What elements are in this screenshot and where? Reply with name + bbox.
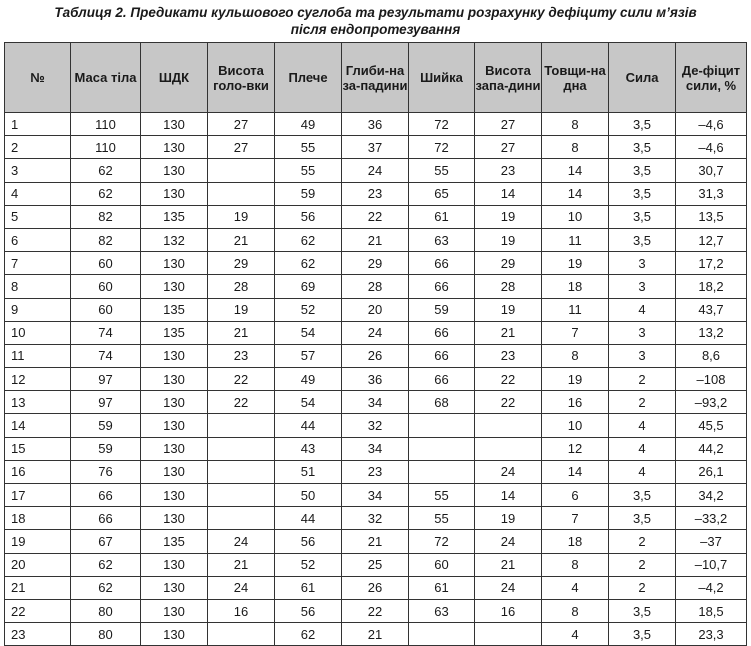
table-cell: 36 — [342, 113, 409, 136]
table-cell: 23 — [342, 182, 409, 205]
table-cell: 19 — [542, 368, 609, 391]
table-cell: 61 — [409, 576, 475, 599]
table-cell: 3,5 — [609, 136, 676, 159]
table-cell: –37 — [676, 530, 747, 553]
table-cell: 18,5 — [676, 599, 747, 622]
table-row — [5, 414, 747, 437]
table-cell: 44 — [275, 507, 342, 530]
table-row — [5, 205, 747, 228]
table-cell: 9 — [5, 298, 71, 321]
table-cell: 22 — [5, 599, 71, 622]
column-header: Плече — [275, 43, 342, 113]
table-cell: 130 — [141, 553, 208, 576]
table-cell: 66 — [71, 484, 141, 507]
table-cell: 55 — [275, 136, 342, 159]
table-cell: 61 — [409, 205, 475, 228]
table-cell: 3,5 — [609, 159, 676, 182]
table-row — [5, 252, 747, 275]
column-header: Товщи-на дна — [542, 43, 609, 113]
table-row — [5, 344, 747, 367]
table-cell: 63 — [409, 228, 475, 251]
table-cell: 19 — [208, 205, 275, 228]
table-cell: 52 — [275, 553, 342, 576]
table-cell: 30,7 — [676, 159, 747, 182]
table-cell: 60 — [71, 275, 141, 298]
table-cell: 23 — [475, 159, 542, 182]
table-cell: 50 — [275, 484, 342, 507]
table-cell: 7 — [5, 252, 71, 275]
table-cell: 4 — [609, 298, 676, 321]
table-cell: 24 — [208, 576, 275, 599]
table-cell: 4 — [542, 576, 609, 599]
table-cell: 43,7 — [676, 298, 747, 321]
table-cell: 66 — [409, 368, 475, 391]
table-cell: 60 — [71, 252, 141, 275]
table-cell: 130 — [141, 275, 208, 298]
table-cell — [409, 414, 475, 437]
table-cell: 21 — [208, 228, 275, 251]
table-cell: 24 — [342, 159, 409, 182]
table-cell: 3 — [609, 275, 676, 298]
table-cell: 20 — [5, 553, 71, 576]
table-cell: 3 — [609, 344, 676, 367]
table-cell: 66 — [409, 252, 475, 275]
table-cell: 34 — [342, 437, 409, 460]
table-cell: 55 — [409, 159, 475, 182]
table-cell: 26,1 — [676, 460, 747, 483]
table-cell: 57 — [275, 344, 342, 367]
table-row — [5, 484, 747, 507]
table-cell: 2 — [609, 391, 676, 414]
table-cell: 49 — [275, 113, 342, 136]
table-cell: 26 — [342, 344, 409, 367]
table-cell: 130 — [141, 113, 208, 136]
table-cell: 44 — [275, 414, 342, 437]
table-cell: 61 — [275, 576, 342, 599]
table-cell: 13 — [5, 391, 71, 414]
table-cell — [208, 182, 275, 205]
table-cell: 16 — [542, 391, 609, 414]
table-cell: 34 — [342, 391, 409, 414]
table-cell: 11 — [5, 344, 71, 367]
table-cell: 27 — [208, 136, 275, 159]
table-cell: 59 — [71, 414, 141, 437]
table-cell: 130 — [141, 136, 208, 159]
table-header — [5, 43, 747, 113]
table-cell: 3 — [609, 252, 676, 275]
table-cell: 130 — [141, 344, 208, 367]
table-cell: 68 — [409, 391, 475, 414]
table-cell: 8,6 — [676, 344, 747, 367]
table-cell: 24 — [208, 530, 275, 553]
table-cell: 18 — [542, 275, 609, 298]
table-cell: 135 — [141, 298, 208, 321]
table-cell — [409, 437, 475, 460]
table-cell: 8 — [5, 275, 71, 298]
table-row — [5, 576, 747, 599]
table-cell: 22 — [475, 391, 542, 414]
table-cell: 18,2 — [676, 275, 747, 298]
table-cell: 56 — [275, 530, 342, 553]
table-cell: 36 — [342, 368, 409, 391]
table-cell — [475, 623, 542, 646]
table-cell: 97 — [71, 391, 141, 414]
table-cell: 74 — [71, 344, 141, 367]
table-cell: 10 — [542, 205, 609, 228]
table-row — [5, 391, 747, 414]
table-cell: 59 — [275, 182, 342, 205]
table-cell: 130 — [141, 507, 208, 530]
table-cell: 63 — [409, 599, 475, 622]
table-cell: 130 — [141, 576, 208, 599]
table-cell: 24 — [475, 460, 542, 483]
table-cell: 130 — [141, 623, 208, 646]
column-header: Де-фіцит сили, % — [676, 43, 747, 113]
table-cell: 10 — [542, 414, 609, 437]
table-cell: 22 — [208, 391, 275, 414]
table-cell: 54 — [275, 391, 342, 414]
table-cell: 67 — [71, 530, 141, 553]
table-cell: 19 — [475, 205, 542, 228]
table-cell: 19 — [542, 252, 609, 275]
table-cell: 72 — [409, 113, 475, 136]
data-table — [4, 42, 747, 646]
table-cell: 130 — [141, 599, 208, 622]
table-cell: 29 — [475, 252, 542, 275]
table-cell: 130 — [141, 437, 208, 460]
table-row — [5, 136, 747, 159]
table-cell: 72 — [409, 136, 475, 159]
table-cell: 17,2 — [676, 252, 747, 275]
table-cell: 23,3 — [676, 623, 747, 646]
table-cell: 55 — [275, 159, 342, 182]
table-cell: 14 — [475, 484, 542, 507]
table-cell: 60 — [71, 298, 141, 321]
table-row — [5, 507, 747, 530]
table-cell: 72 — [409, 530, 475, 553]
table-cell: 21 — [475, 553, 542, 576]
table-cell: 56 — [275, 599, 342, 622]
table-cell: 25 — [342, 553, 409, 576]
table-cell: 34 — [342, 484, 409, 507]
table-cell: 3,5 — [609, 113, 676, 136]
table-cell: 49 — [275, 368, 342, 391]
table-cell: 14 — [542, 182, 609, 205]
table-cell: 3,5 — [609, 599, 676, 622]
table-row — [5, 599, 747, 622]
table-cell: 82 — [71, 205, 141, 228]
table-cell: 7 — [542, 321, 609, 344]
table-cell: 19 — [208, 298, 275, 321]
table-cell: 8 — [542, 136, 609, 159]
table-cell: 10 — [5, 321, 71, 344]
table-cell: 51 — [275, 460, 342, 483]
table-cell: 22 — [342, 599, 409, 622]
table-cell: 21 — [5, 576, 71, 599]
table-cell — [475, 414, 542, 437]
table-cell: 32 — [342, 507, 409, 530]
table-cell: 3,5 — [609, 205, 676, 228]
table-cell: 80 — [71, 599, 141, 622]
table-cell: 3,5 — [609, 507, 676, 530]
table-cell: 54 — [275, 321, 342, 344]
table-cell: 74 — [71, 321, 141, 344]
table-cell: 26 — [342, 576, 409, 599]
table-cell: 4 — [609, 414, 676, 437]
table-cell: 6 — [542, 484, 609, 507]
column-header: ШДК — [141, 43, 208, 113]
table-cell: 16 — [5, 460, 71, 483]
column-header: Шийка — [409, 43, 475, 113]
table-cell: 19 — [475, 228, 542, 251]
table-cell: 28 — [475, 275, 542, 298]
table-cell: 1 — [5, 113, 71, 136]
table-cell: 32 — [342, 414, 409, 437]
table-cell: 130 — [141, 414, 208, 437]
table-cell: 21 — [475, 321, 542, 344]
table-cell: 60 — [409, 553, 475, 576]
table-cell: 65 — [409, 182, 475, 205]
table-cell: 76 — [71, 460, 141, 483]
table-cell: 2 — [609, 530, 676, 553]
column-header: Сила — [609, 43, 676, 113]
table-cell: 23 — [475, 344, 542, 367]
table-cell: 24 — [342, 321, 409, 344]
table-cell: 62 — [71, 553, 141, 576]
table-cell: 22 — [342, 205, 409, 228]
table-cell: 55 — [409, 484, 475, 507]
table-cell: 44,2 — [676, 437, 747, 460]
table-cell — [208, 437, 275, 460]
table-cell: –33,2 — [676, 507, 747, 530]
table-cell: 6 — [5, 228, 71, 251]
table-cell: 28 — [342, 275, 409, 298]
caption-line-2: після ендопротезування — [290, 22, 461, 37]
table-cell: 23 — [5, 623, 71, 646]
table-cell: 27 — [208, 113, 275, 136]
table-cell: 4 — [5, 182, 71, 205]
table-cell — [208, 159, 275, 182]
table-cell: 29 — [208, 252, 275, 275]
table-cell: 14 — [475, 182, 542, 205]
table-cell: 110 — [71, 136, 141, 159]
table-cell: 19 — [5, 530, 71, 553]
table-body — [5, 113, 747, 646]
table-cell: 56 — [275, 205, 342, 228]
table-cell: 14 — [542, 460, 609, 483]
table-cell: 130 — [141, 391, 208, 414]
table-cell: 82 — [71, 228, 141, 251]
table-cell: 28 — [208, 275, 275, 298]
table-cell: 62 — [71, 182, 141, 205]
column-header: Висота запа-дини — [475, 43, 542, 113]
table-cell: 62 — [71, 159, 141, 182]
table-cell: 110 — [71, 113, 141, 136]
table-cell: 12,7 — [676, 228, 747, 251]
table-cell: 24 — [475, 576, 542, 599]
table-cell: –4,2 — [676, 576, 747, 599]
table-cell: 20 — [342, 298, 409, 321]
table-cell: 59 — [71, 437, 141, 460]
table-cell — [208, 507, 275, 530]
table-cell: 43 — [275, 437, 342, 460]
table-cell: 31,3 — [676, 182, 747, 205]
table-cell: 130 — [141, 484, 208, 507]
table-cell: 13,2 — [676, 321, 747, 344]
table-cell: 13,5 — [676, 205, 747, 228]
table-cell: 3,5 — [609, 484, 676, 507]
table-cell — [208, 460, 275, 483]
table-cell: 16 — [208, 599, 275, 622]
table-caption — [0, 0, 751, 37]
table-cell: 8 — [542, 113, 609, 136]
table-cell: 132 — [141, 228, 208, 251]
table-cell: 59 — [409, 298, 475, 321]
table-cell: –4,6 — [676, 113, 747, 136]
table-cell: 24 — [475, 530, 542, 553]
table-cell — [475, 437, 542, 460]
table-cell: 23 — [342, 460, 409, 483]
table-row — [5, 275, 747, 298]
table-cell — [409, 460, 475, 483]
table-cell: 21 — [208, 553, 275, 576]
table-cell: 4 — [542, 623, 609, 646]
table-cell: 8 — [542, 344, 609, 367]
table-cell: –4,6 — [676, 136, 747, 159]
table-cell: 3 — [5, 159, 71, 182]
table-row — [5, 623, 747, 646]
table-cell: 3,5 — [609, 182, 676, 205]
table-row — [5, 553, 747, 576]
table-row — [5, 182, 747, 205]
table-row — [5, 437, 747, 460]
table-cell: 27 — [475, 136, 542, 159]
table-cell: 12 — [542, 437, 609, 460]
table-cell: 27 — [475, 113, 542, 136]
table-cell: 22 — [208, 368, 275, 391]
table-cell: 14 — [542, 159, 609, 182]
table-cell: –93,2 — [676, 391, 747, 414]
table-cell: 2 — [609, 553, 676, 576]
table-row — [5, 460, 747, 483]
table-cell: 5 — [5, 205, 71, 228]
table-cell: 23 — [208, 344, 275, 367]
table-cell: 2 — [609, 576, 676, 599]
table-cell — [208, 623, 275, 646]
table-cell: 19 — [475, 507, 542, 530]
table-cell: 21 — [342, 530, 409, 553]
table-cell: 21 — [208, 321, 275, 344]
table-cell: 62 — [275, 252, 342, 275]
table-cell: 135 — [141, 321, 208, 344]
table-cell: 130 — [141, 368, 208, 391]
caption-line-1: Таблиця 2. Предикати кульшового суглоба та результати розрахунку дефіциту сили м’язів — [54, 5, 697, 20]
table-cell: 11 — [542, 228, 609, 251]
table-cell: 62 — [71, 576, 141, 599]
table-cell: 29 — [342, 252, 409, 275]
table-cell: 45,5 — [676, 414, 747, 437]
table-cell: 37 — [342, 136, 409, 159]
table-row — [5, 159, 747, 182]
table-cell: 34,2 — [676, 484, 747, 507]
table-cell: 97 — [71, 368, 141, 391]
table-cell: 135 — [141, 205, 208, 228]
table-cell: 3,5 — [609, 623, 676, 646]
table-cell: 66 — [409, 344, 475, 367]
table-cell: 19 — [475, 298, 542, 321]
table-cell: 18 — [5, 507, 71, 530]
table-row — [5, 113, 747, 136]
table-cell: 21 — [342, 228, 409, 251]
column-header: № — [5, 43, 71, 113]
table-cell — [208, 484, 275, 507]
table-cell — [409, 623, 475, 646]
table-cell: 130 — [141, 460, 208, 483]
table-row — [5, 228, 747, 251]
table-cell: 17 — [5, 484, 71, 507]
table-cell: 3,5 — [609, 228, 676, 251]
table-cell: 7 — [542, 507, 609, 530]
table-cell: 8 — [542, 599, 609, 622]
table-cell: 66 — [409, 321, 475, 344]
table-cell: 3 — [609, 321, 676, 344]
table-row — [5, 530, 747, 553]
table-row — [5, 368, 747, 391]
table-cell: 2 — [609, 368, 676, 391]
table-cell: 130 — [141, 252, 208, 275]
table-cell: 130 — [141, 159, 208, 182]
table-cell — [208, 414, 275, 437]
table-cell: 66 — [71, 507, 141, 530]
table-cell: 2 — [5, 136, 71, 159]
table-cell: 12 — [5, 368, 71, 391]
table-cell: 21 — [342, 623, 409, 646]
table-cell: 4 — [609, 437, 676, 460]
table-cell: 62 — [275, 228, 342, 251]
table-cell: 18 — [542, 530, 609, 553]
table-cell: 8 — [542, 553, 609, 576]
table-cell: 4 — [609, 460, 676, 483]
table-row — [5, 298, 747, 321]
table-row — [5, 321, 747, 344]
column-header: Глиби-на за-падини — [342, 43, 409, 113]
table-cell: 69 — [275, 275, 342, 298]
table-cell: 16 — [475, 599, 542, 622]
table-cell: –10,7 — [676, 553, 747, 576]
column-header: Маса тіла — [71, 43, 141, 113]
table-cell: 66 — [409, 275, 475, 298]
table-cell: 22 — [475, 368, 542, 391]
table-cell: 15 — [5, 437, 71, 460]
table-cell: 14 — [5, 414, 71, 437]
table-cell: 55 — [409, 507, 475, 530]
table-cell: 135 — [141, 530, 208, 553]
table-cell: 52 — [275, 298, 342, 321]
header-row — [5, 43, 747, 113]
column-header: Висота голо-вки — [208, 43, 275, 113]
table-cell: 62 — [275, 623, 342, 646]
table-cell: 130 — [141, 182, 208, 205]
table-cell: 80 — [71, 623, 141, 646]
table-cell: –108 — [676, 368, 747, 391]
table-cell: 11 — [542, 298, 609, 321]
